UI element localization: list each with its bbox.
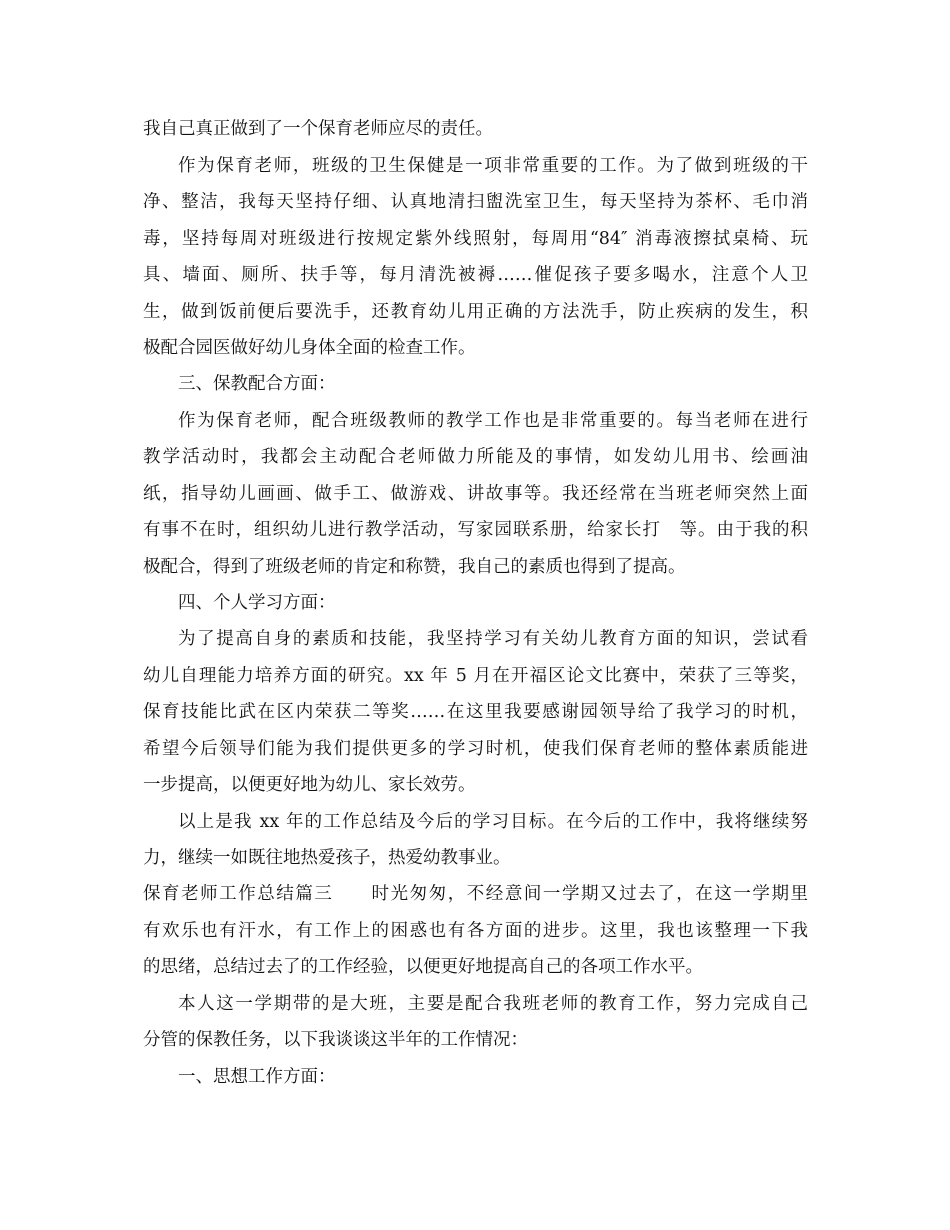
text-line: 毒，坚持每周对班级进行按规定紫外线照射，每周用“84″ 消毒液擦拭桌椅、玩: [143, 229, 808, 249]
text-line: 的思绪，总结过去了的工作经验，以便更好地提高自己的各项工作水平。: [143, 957, 703, 977]
text-line: 极配合，得到了班级老师的肯定和称赞，我自己的素质也得到了提高。: [143, 557, 686, 577]
section-heading: 三、保教配合方面：: [178, 374, 336, 394]
text-line: 幼儿自理能力培养方面的研究。xx 年 5 月在开福区论文比赛中，荣获了三等奖，: [143, 666, 808, 686]
section-heading: 一、思想工作方面：: [178, 1067, 336, 1087]
text-line: 作为保育老师，配合班级教师的教学工作也是非常重要的。每当老师在进行: [178, 411, 808, 431]
section-title-line: 保育老师工作总结篇三 时光匆匆，不经意间一学期又过去了，在这一学期里: [143, 884, 808, 904]
text-line: 有欢乐也有汗水，有工作上的困惑也有各方面的进步。这里，我也该整理一下我: [143, 921, 808, 941]
text-line: 有事不在时，组织幼儿进行教学活动，写家园联系册，给家长打 等。由于我的积: [143, 520, 808, 540]
text-line: 作为保育老师，班级的卫生保健是一项非常重要的工作。为了做到班级的干: [178, 156, 808, 176]
text-line: 极配合园医做好幼儿身体全面的检查工作。: [143, 338, 476, 358]
text-line: 本人这一学期带的是大班，主要是配合我班老师的教育工作，努力完成自己: [178, 994, 808, 1014]
text-line: 生，做到饭前便后要洗手，还教育幼儿用正确的方法洗手，防止疾病的发生，积: [143, 302, 808, 322]
text-line: 力，继续一如既往地热爱孩子，热爱幼教事业。: [143, 848, 511, 868]
text-line: 保育技能比武在区内荣获二等奖……在这里我要感谢园领导给了我学习的时机，: [143, 702, 808, 722]
text-line: 分管的保教任务，以下我谈谈这半年的工作情况：: [143, 1030, 528, 1050]
text-line: 纸，指导幼儿画画、做手工、做游戏、讲故事等。我还经常在当班老师突然上面: [143, 484, 808, 504]
text-line: 为了提高自身的素质和技能，我坚持学习有关幼儿教育方面的知识，尝试看: [178, 629, 808, 649]
text-line: 我自己真正做到了一个保育老师应尽的责任。: [143, 119, 493, 139]
text-line: 希望今后领导们能为我们提供更多的学习时机，使我们保育老师的整体素质能进: [143, 739, 808, 759]
text-line: 一步提高，以便更好地为幼儿、家长效劳。: [143, 775, 476, 795]
section-heading: 四、个人学习方面：: [178, 593, 336, 613]
text-line: 以上是我 xx 年的工作总结及今后的学习目标。在今后的工作中，我将继续努: [178, 812, 808, 832]
text-line: 具、墙面、厕所、扶手等，每月清洗被褥……催促孩子要多喝水，注意个人卫: [143, 265, 808, 285]
text-line: 净、整洁，我每天坚持仔细、认真地清扫盥洗室卫生，每天坚持为茶杯、毛巾消: [143, 192, 808, 212]
text-line: 教学活动时，我都会主动配合老师做力所能及的事情，如发幼儿用书、绘画油: [143, 447, 808, 467]
